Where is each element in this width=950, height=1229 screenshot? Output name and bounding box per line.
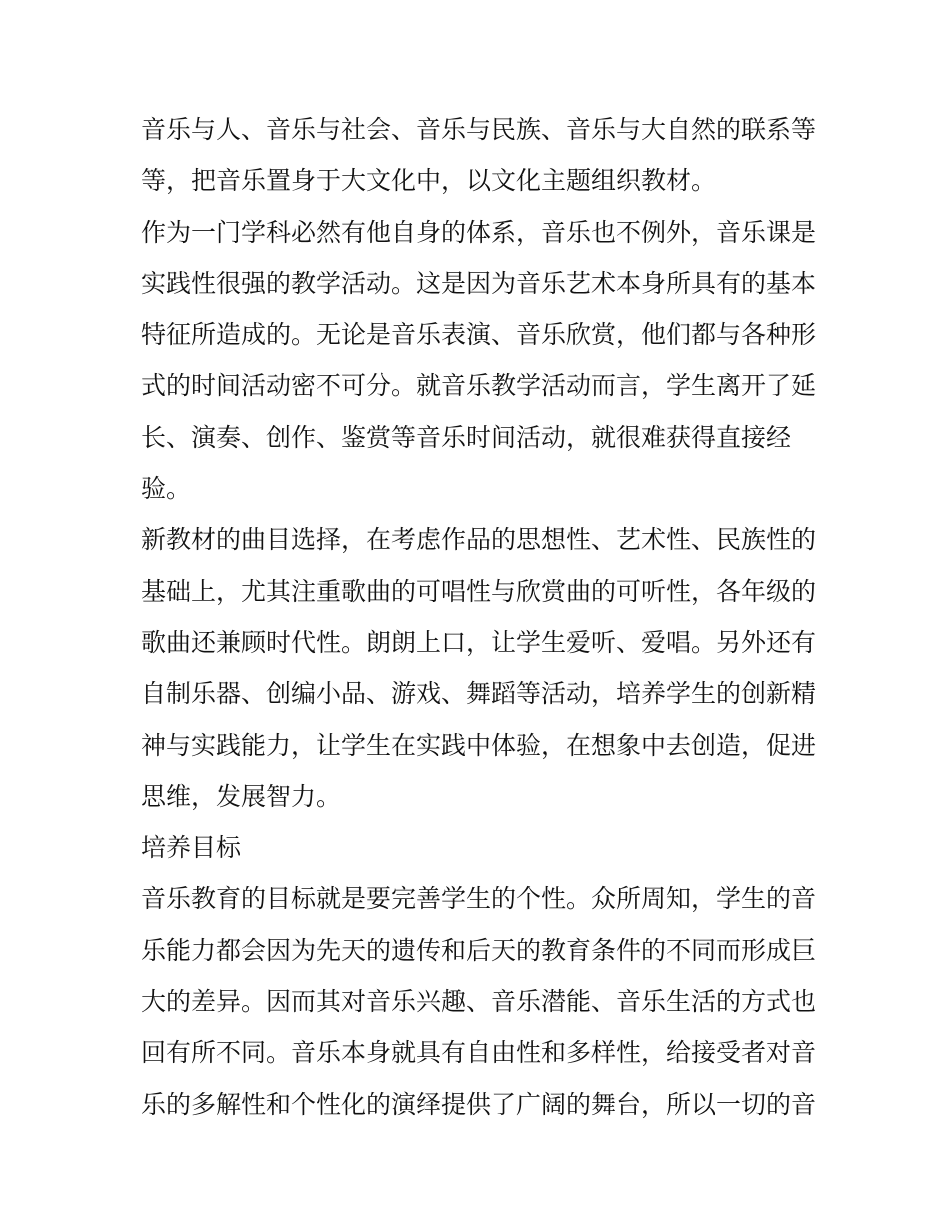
paragraph-3: 新教材的曲目选择，在考虑作品的思想性、艺术性、民族性的基础上，尤其注重歌曲的可唱性与欣赏曲的可听性，各年级的歌曲还兼顾时代性。朗朗上口，让学生爱听、爱唱。另外还有自制乐器、创编小品、游戏、舞蹈等活动，培养学生的创新精神与实践能力，让学生在实践中体验，在想象中去创造，促进思维，发展智力。	[141, 525, 817, 811]
section-heading: 培养目标	[141, 833, 242, 863]
paragraph-2: 作为一门学科必然有他自身的体系，音乐也不例外，音乐课是实践性很强的教学活动。这是因为音乐艺术本身所具有的基本特征所造成的。无论是音乐表演、音乐欣赏，他们都与各种形式的时间活动密不可分。就音乐教学活动而言，学生离开了延长、演奏、创作、鉴赏等音乐时间活动，就很难获得直接经验。	[141, 217, 817, 504]
paragraph-1: 音乐与人、音乐与社会、音乐与民族、音乐与大自然的联系等等，把音乐置身于大文化中，以文化主题组织教材。	[141, 115, 817, 196]
paragraph-4: 音乐教育的目标就是要完善学生的个性。众所周知，学生的音乐能力都会因为先天的遗传和后天的教育条件的不同而形成巨大的差异。因而其对音乐兴趣、音乐潜能、音乐生活的方式也回有所不同。音乐本身就具有自由性和多样性，给接受者对音乐的多解性和个性化的演绎提供了广阔的舞台，所以一切的音	[141, 884, 817, 1119]
document-body	[141, 104, 817, 1130]
